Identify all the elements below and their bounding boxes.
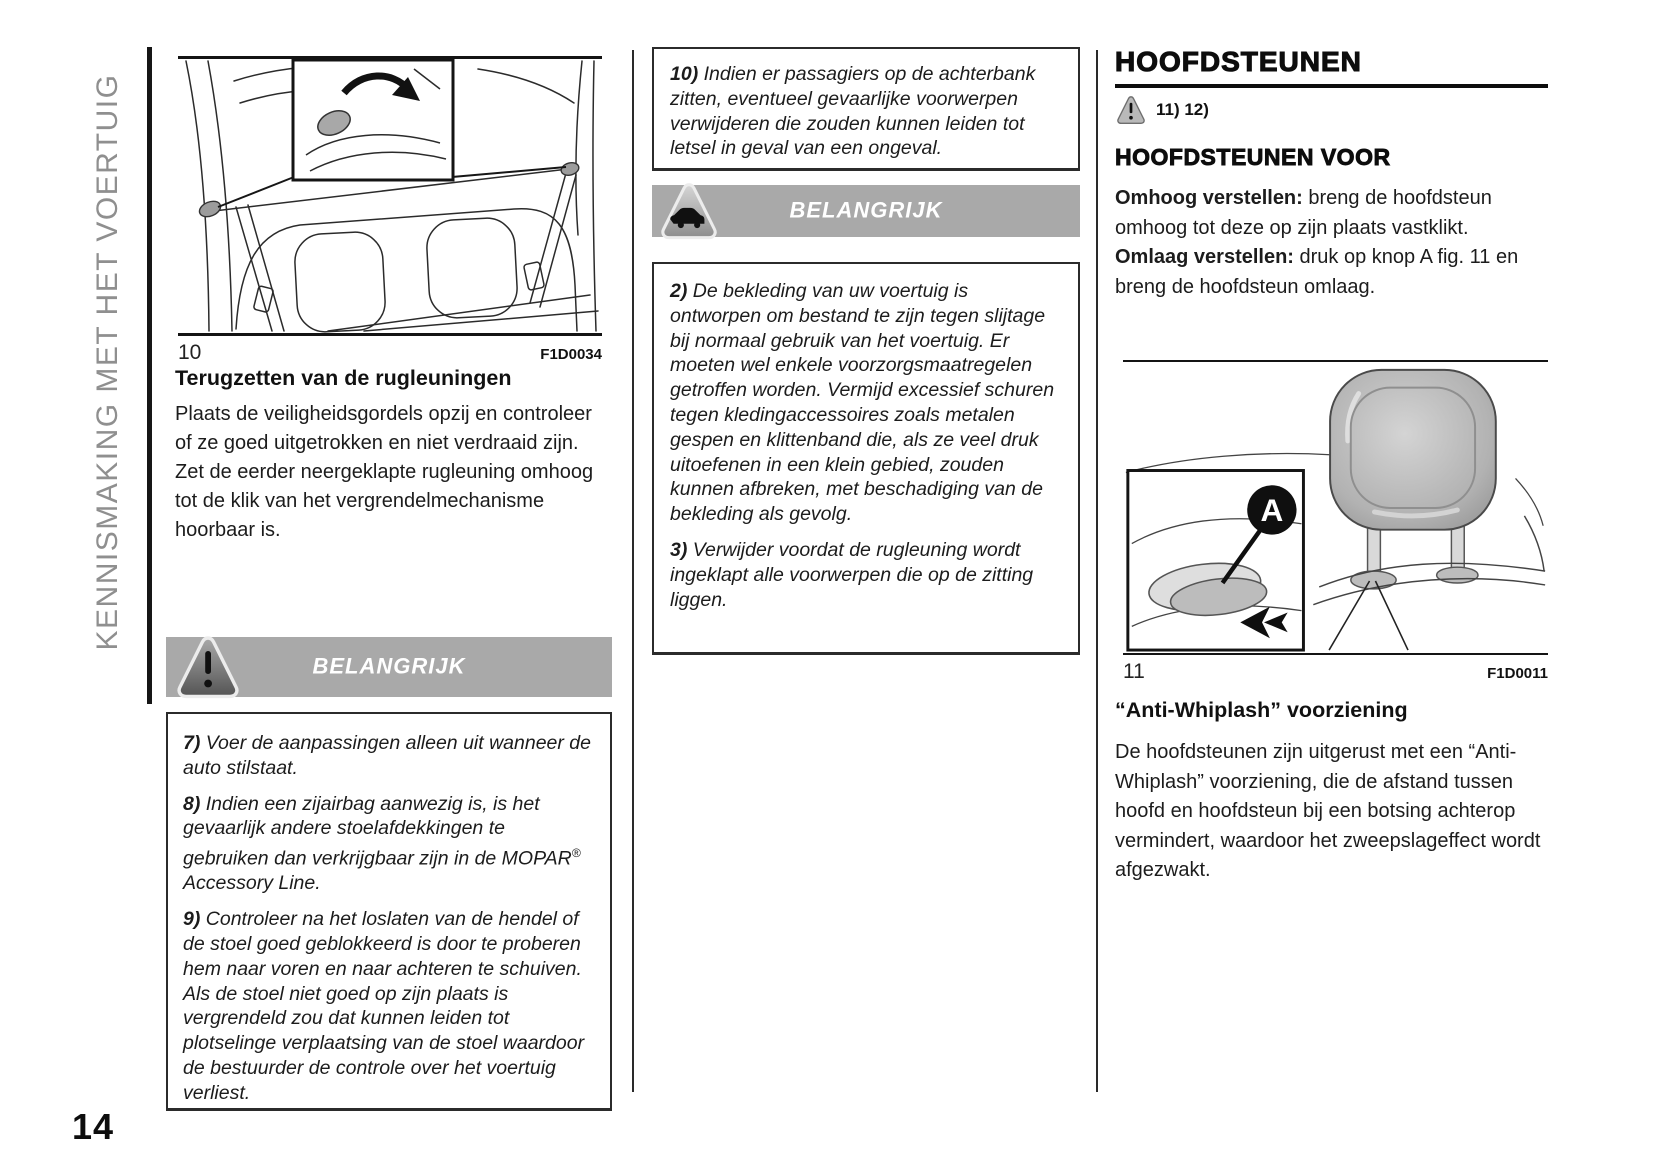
registered-symbol: ® bbox=[571, 846, 581, 861]
middle-note-box-bottom bbox=[652, 262, 1080, 655]
figure-11-number: 11 bbox=[1123, 660, 1145, 683]
adjust-up-line: Omhoog verstellen: breng de hoofdsteun omhoog tot deze op zijn plaats vastklikt. bbox=[1115, 187, 1492, 239]
left-notes-box bbox=[166, 712, 612, 1111]
note-9: 9) Controleer na het loslaten van de hendel of de stoel goed geblokkeerd is door te proberen hem naar voren en naar achteren te schuiven. Als de stoel niet goed op zijn plaats is vergrendeld zou dat kunnen leiden tot plotselinge verplaatsing van de stoel waardoor de bestuurder de controle over het voertuig verliest. bbox=[183, 908, 585, 1104]
important-label-left: BELANGRIJK bbox=[312, 653, 466, 679]
note-10: 10) Indien er passagiers op de achterbank zitten, eventueel gevaarlijke voorwerpen verwijderen die zouden kunnen leiden tot letsel in geval van een ongeval. bbox=[670, 63, 1036, 160]
column-separator-left bbox=[632, 50, 634, 1092]
figure-10-code: F1D0034 bbox=[540, 346, 602, 363]
important-banner-middle bbox=[652, 185, 1080, 237]
section-title: HOOFDSTEUNEN bbox=[1115, 46, 1362, 77]
figure-10-caption bbox=[178, 341, 602, 365]
small-warning-icon bbox=[1115, 95, 1147, 125]
headrest-adjust-paragraph bbox=[1115, 184, 1551, 302]
important-banner-left bbox=[166, 637, 612, 697]
figure-10-number: 10 bbox=[178, 341, 202, 364]
figure-11-code: F1D0011 bbox=[1487, 665, 1548, 682]
rear-seatbelts-drawing bbox=[178, 59, 602, 333]
column-separator-right bbox=[1096, 50, 1098, 1092]
note-2: 2) De bekleding van uw voertuig is ontworpen om bestand te zijn tegen slijtage bij normaal gebruik van het voertuig. Er moeten wel enkele voorzorgsmaatregelen getroffen worden. Vermijd excessief schuren tegen kledingaccessoires zoals metalen gespen en klittenband die, als ze veel druk uitoefenen in een klein gebied, zouden kunnen afbreken, met beschadiging van de bekleding als gevolg. bbox=[670, 280, 1055, 526]
section-title-rule bbox=[1115, 84, 1548, 88]
left-paragraph: Plaats de veiligheidsgordels opzij en controleer of ze goed uitgetrokken en niet verdraaid zijn. Zet de eerder neergeklapte rugleuning omhoog tot de klik van het vergrendelmechanisme hoorbaar is. bbox=[175, 403, 594, 541]
figure-10-rear-seat-illustration bbox=[178, 56, 602, 336]
warning-ref-numbers: 11) 12) bbox=[1156, 100, 1209, 119]
anti-whiplash-heading: “Anti-Whiplash” voorziening bbox=[1115, 698, 1408, 722]
sidebar-rule bbox=[147, 47, 152, 704]
left-heading: Terugzetten van de rugleuningen bbox=[175, 366, 512, 390]
figure-11-caption bbox=[1123, 660, 1548, 684]
headrest-drawing bbox=[1123, 362, 1548, 653]
sidebar-vertical-title: KENNISMAKING MET HET VOERTUIG bbox=[91, 73, 124, 651]
note-7: 7) Voer de aanpassingen alleen uit wanneer de auto stilstaat. bbox=[183, 732, 591, 779]
adjust-down-line: Omlaag verstellen: druk op knop A fig. 11 en breng de hoofdsteun omlaag. bbox=[1115, 246, 1519, 298]
note-8: 8) Indien een zijairbag aanwezig is, is het gevaarlijk andere stoelafdekkingen te gebruiken dan verkrijgbaar zijn in de MOPAR® Accessory Line. bbox=[183, 792, 581, 895]
callout-A: A bbox=[1260, 491, 1284, 528]
important-label-middle: BELANGRIJK bbox=[789, 197, 943, 223]
warning-references bbox=[1115, 95, 1209, 125]
anti-whiplash-paragraph: De hoofdsteunen zijn uitgerust met een “Anti-Whiplash” voorziening, die de afstand tussen hoofd en hoofdsteun bij een botsing achterop vermindert, waardoor het zweepslageffect wordt afgezwakt. bbox=[1115, 741, 1541, 881]
figure-11-headrest-illustration bbox=[1123, 360, 1548, 655]
page-number: 14 bbox=[72, 1106, 115, 1147]
middle-note-box-top bbox=[652, 47, 1080, 171]
subsection-title: HOOFDSTEUNEN VOOR bbox=[1115, 144, 1391, 170]
note-3: 3) Verwijder voordat de rugleuning wordt ingeklapt alle voorwerpen die op de zitting liggen. bbox=[670, 538, 1034, 611]
